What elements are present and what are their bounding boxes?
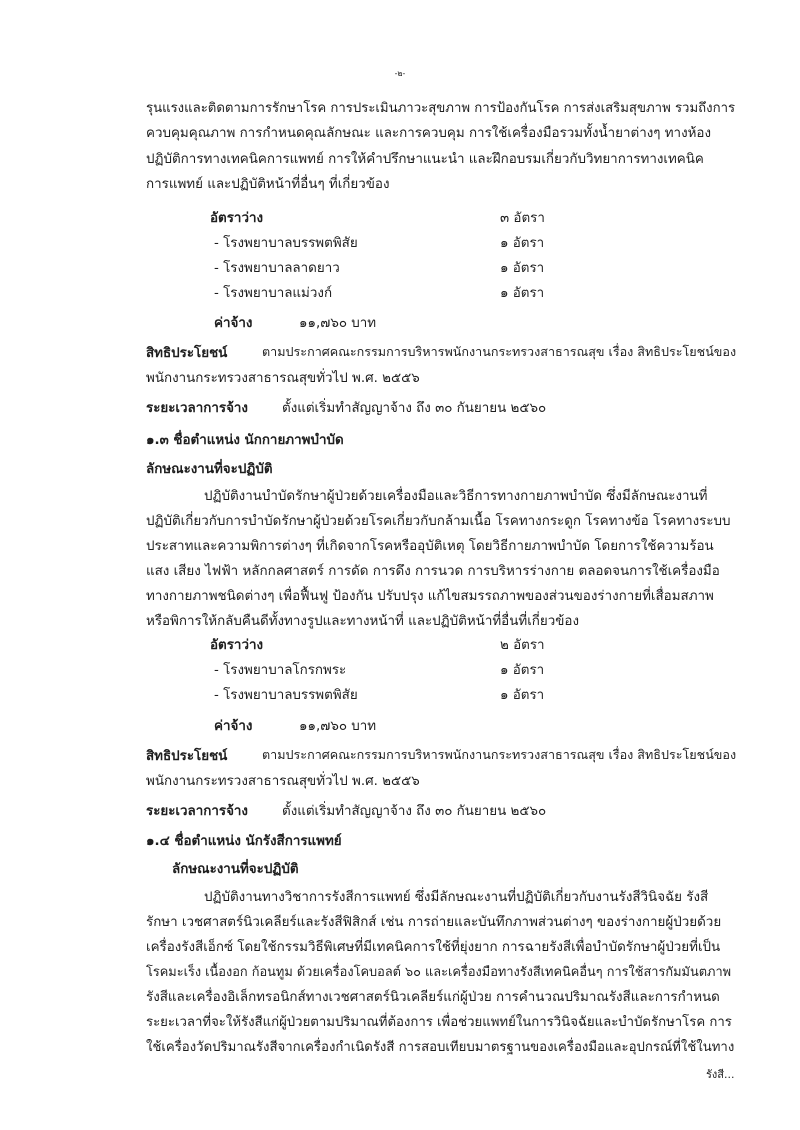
position-heading: ๑.๔ ชื่อตำแหน่ง นักรังสีการแพทย์ bbox=[146, 834, 342, 849]
duties-line: ระยะเวลาที่จะให้รังสีแก่ผู้ป่วยตามปริมาณที่ต้องการ เพื่อช่วยแพทย์ในการวินิจฉัยและบำบัดรักษาโรค การ bbox=[146, 1015, 732, 1030]
duties-line: ทางกายภาพชนิดต่างๆ เพื่อฟื้นฟู ป้องกัน ปรับปรุง แก้ไขสมรรถภาพของส่วนของร่างกายที่เสื่อมสภาพ bbox=[146, 589, 714, 604]
duties-line: ปฏิบัติงานทางวิชาการรังสีการแพทย์ ซึ่งมีลักษณะงานที่ปฏิบัติเกี่ยวกับงานรังสีวินิจฉัย รังสี bbox=[204, 890, 709, 905]
continuation-marker: รังสี... bbox=[706, 1068, 735, 1081]
duties-line: โรคมะเร็ง เนื้องอก ก้อนทูม ด้วยเครื่องโคบอลต์ ๖๐ และเครื่องมือทางรังสีเทคนิคอื่นๆ การใช้สารกัมมันตภาพ bbox=[146, 965, 732, 980]
wage-value: ๑๑,๗๖๐ บาท bbox=[299, 316, 377, 331]
hospital-name: - โรงพยาบาลลาดยาว bbox=[214, 261, 340, 276]
duties-line: ปฏิบัติงานบำบัดรักษาผู้ป่วยด้วยเครื่องมือและวิธีการทางกายภาพบำบัด ซึ่งมีลักษณะงานที่ bbox=[204, 489, 708, 504]
position-heading: ๑.๓ ชื่อตำแหน่ง นักกายภาพบำบัด bbox=[146, 433, 344, 448]
duties-line: เครื่องรังสีเอ็กซ์ โดยใช้กรรมวิธีพิเศษที่มีเทคนิคการใช้ที่ยุ่งยาก การฉายรังสีเพื่อบำบัดรักษาผู้ป่วยที่เป็น bbox=[146, 940, 721, 955]
vacancies-total: ๓ อัตรา bbox=[500, 211, 545, 226]
duties-line: หรือพิการให้กลับคืนดีทั้งทางรูปและทางหน้าที่ และปฏิบัติหน้าที่อื่นที่เกี่ยวข้อง bbox=[146, 614, 579, 629]
term-label: ระยะเวลาการจ้าง bbox=[146, 804, 248, 819]
term-value: ตั้งแต่เริ่มทำสัญญาจ้าง ถึง ๓๐ กันยายน ๒๕๖๐ bbox=[282, 804, 547, 819]
duties-line: แสง เสียง ไฟฟ้า หลักกลศาสตร์ การดัด การดึง การนวด การบริหารร่างกาย ตลอดจนการใช้เครื่องมือ bbox=[146, 564, 720, 579]
benefits-text: ตามประกาศคณะกรรมการบริหารพนักงานกระทรวงสาธารณสุข เรื่อง สิทธิประโยชน์ของ bbox=[262, 747, 737, 762]
benefits-text: ตามประกาศคณะกรรมการบริหารพนักงานกระทรวงสาธารณสุข เรื่อง สิทธิประโยชน์ของ bbox=[262, 344, 737, 359]
benefits-label: สิทธิประโยชน์ bbox=[146, 346, 228, 361]
vacancy-count: ๑ อัตรา bbox=[500, 286, 545, 301]
wage-label: ค่าจ้าง bbox=[214, 316, 253, 331]
vacancy-count: ๑ อัตรา bbox=[500, 236, 545, 251]
vacancy-count: ๑ อัตรา bbox=[500, 261, 545, 276]
term-value: ตั้งแต่เริ่มทำสัญญาจ้าง ถึง ๓๐ กันยายน ๒๕๖๐ bbox=[282, 401, 547, 416]
duties-label: ลักษณะงานที่จะปฏิบัติ bbox=[146, 462, 273, 477]
hospital-name: - โรงพยาบาลบรรพตพิสัย bbox=[214, 688, 358, 703]
duties-line: รักษา เวชศาสตร์นิวเคลียร์และรังสีฟิสิกส์ เช่น การถ่ายและบันทึกภาพส่วนต่างๆ ของร่างกายผู้ป่วยด้วย bbox=[146, 915, 722, 930]
wage-value: ๑๑,๗๖๐ บาท bbox=[299, 719, 377, 734]
vacancies-label: อัตราว่าง bbox=[210, 638, 264, 653]
vacancies-label: อัตราว่าง bbox=[210, 211, 264, 226]
duties-label: ลักษณะงานที่จะปฏิบัติ bbox=[172, 862, 299, 877]
intro-line: ควบคุมคุณภาพ การกำหนดคุณลักษณะ และการควบคุม การใช้เครื่องมือรวมทั้งน้ำยาต่างๆ ทางห้อง bbox=[146, 126, 712, 141]
duties-line: ใช้เครื่องวัดปริมาณรังสีจากเครื่องกำเนิดรังสี การสอบเทียบมาตรฐานของเครื่องมือและอุปกรณ์ที่ใช้ในทาง bbox=[146, 1040, 735, 1055]
page-number: -๒- bbox=[394, 69, 406, 78]
hospital-name: - โรงพยาบาลโกรกพระ bbox=[214, 663, 347, 678]
vacancy-count: ๑ อัตรา bbox=[500, 688, 545, 703]
intro-line: การแพทย์ และปฏิบัติหน้าที่อื่นๆ ที่เกี่ยวข้อง bbox=[146, 177, 390, 192]
benefits-text: พนักงานกระทรวงสาธารณสุขทั่วไป พ.ศ. ๒๕๕๖ bbox=[146, 774, 420, 789]
duties-line: ประสาทและความพิการต่างๆ ที่เกิดจากโรคหรืออุบัติเหตุ โดยวิธีกายภาพบำบัด โดยการใช้ความร้อน bbox=[146, 539, 714, 554]
benefits-text: พนักงานกระทรวงสาธารณสุขทั่วไป พ.ศ. ๒๕๕๖ bbox=[146, 371, 420, 386]
duties-line: รังสีและเครื่องอิเล็กทรอนิกส์ทางเวชศาสตร์นิวเคลียร์แก่ผู้ป่วย การคำนวณปริมาณรังสีและการกำหนด bbox=[146, 990, 720, 1005]
term-label: ระยะเวลาการจ้าง bbox=[146, 401, 248, 416]
intro-line: รุนแรงและติดตามการรักษาโรค การประเมินภาวะสุขภาพ การป้องกันโรค การส่งเสริมสุขภาพ รวมถึงการ bbox=[146, 101, 736, 116]
hospital-name: - โรงพยาบาลแม่วงก์ bbox=[214, 286, 333, 301]
duties-line: ปฏิบัติเกี่ยวกับการบำบัดรักษาผู้ป่วยด้วยโรคเกี่ยวกับกล้ามเนื้อ โรคทางกระดูก โรคทางข้อ โรคทางระบบ bbox=[146, 514, 731, 529]
hospital-name: - โรงพยาบาลบรรพตพิสัย bbox=[214, 236, 358, 251]
wage-label: ค่าจ้าง bbox=[214, 719, 253, 734]
vacancy-count: ๑ อัตรา bbox=[500, 663, 545, 678]
benefits-label: สิทธิประโยชน์ bbox=[146, 749, 228, 764]
vacancies-total: ๒ อัตรา bbox=[500, 638, 545, 653]
intro-line: ปฏิบัติการทางเทคนิคการแพทย์ การให้คำปรึกษาแนะนำ และฝึกอบรมเกี่ยวกับวิทยาการทางเทคนิค bbox=[146, 152, 704, 167]
